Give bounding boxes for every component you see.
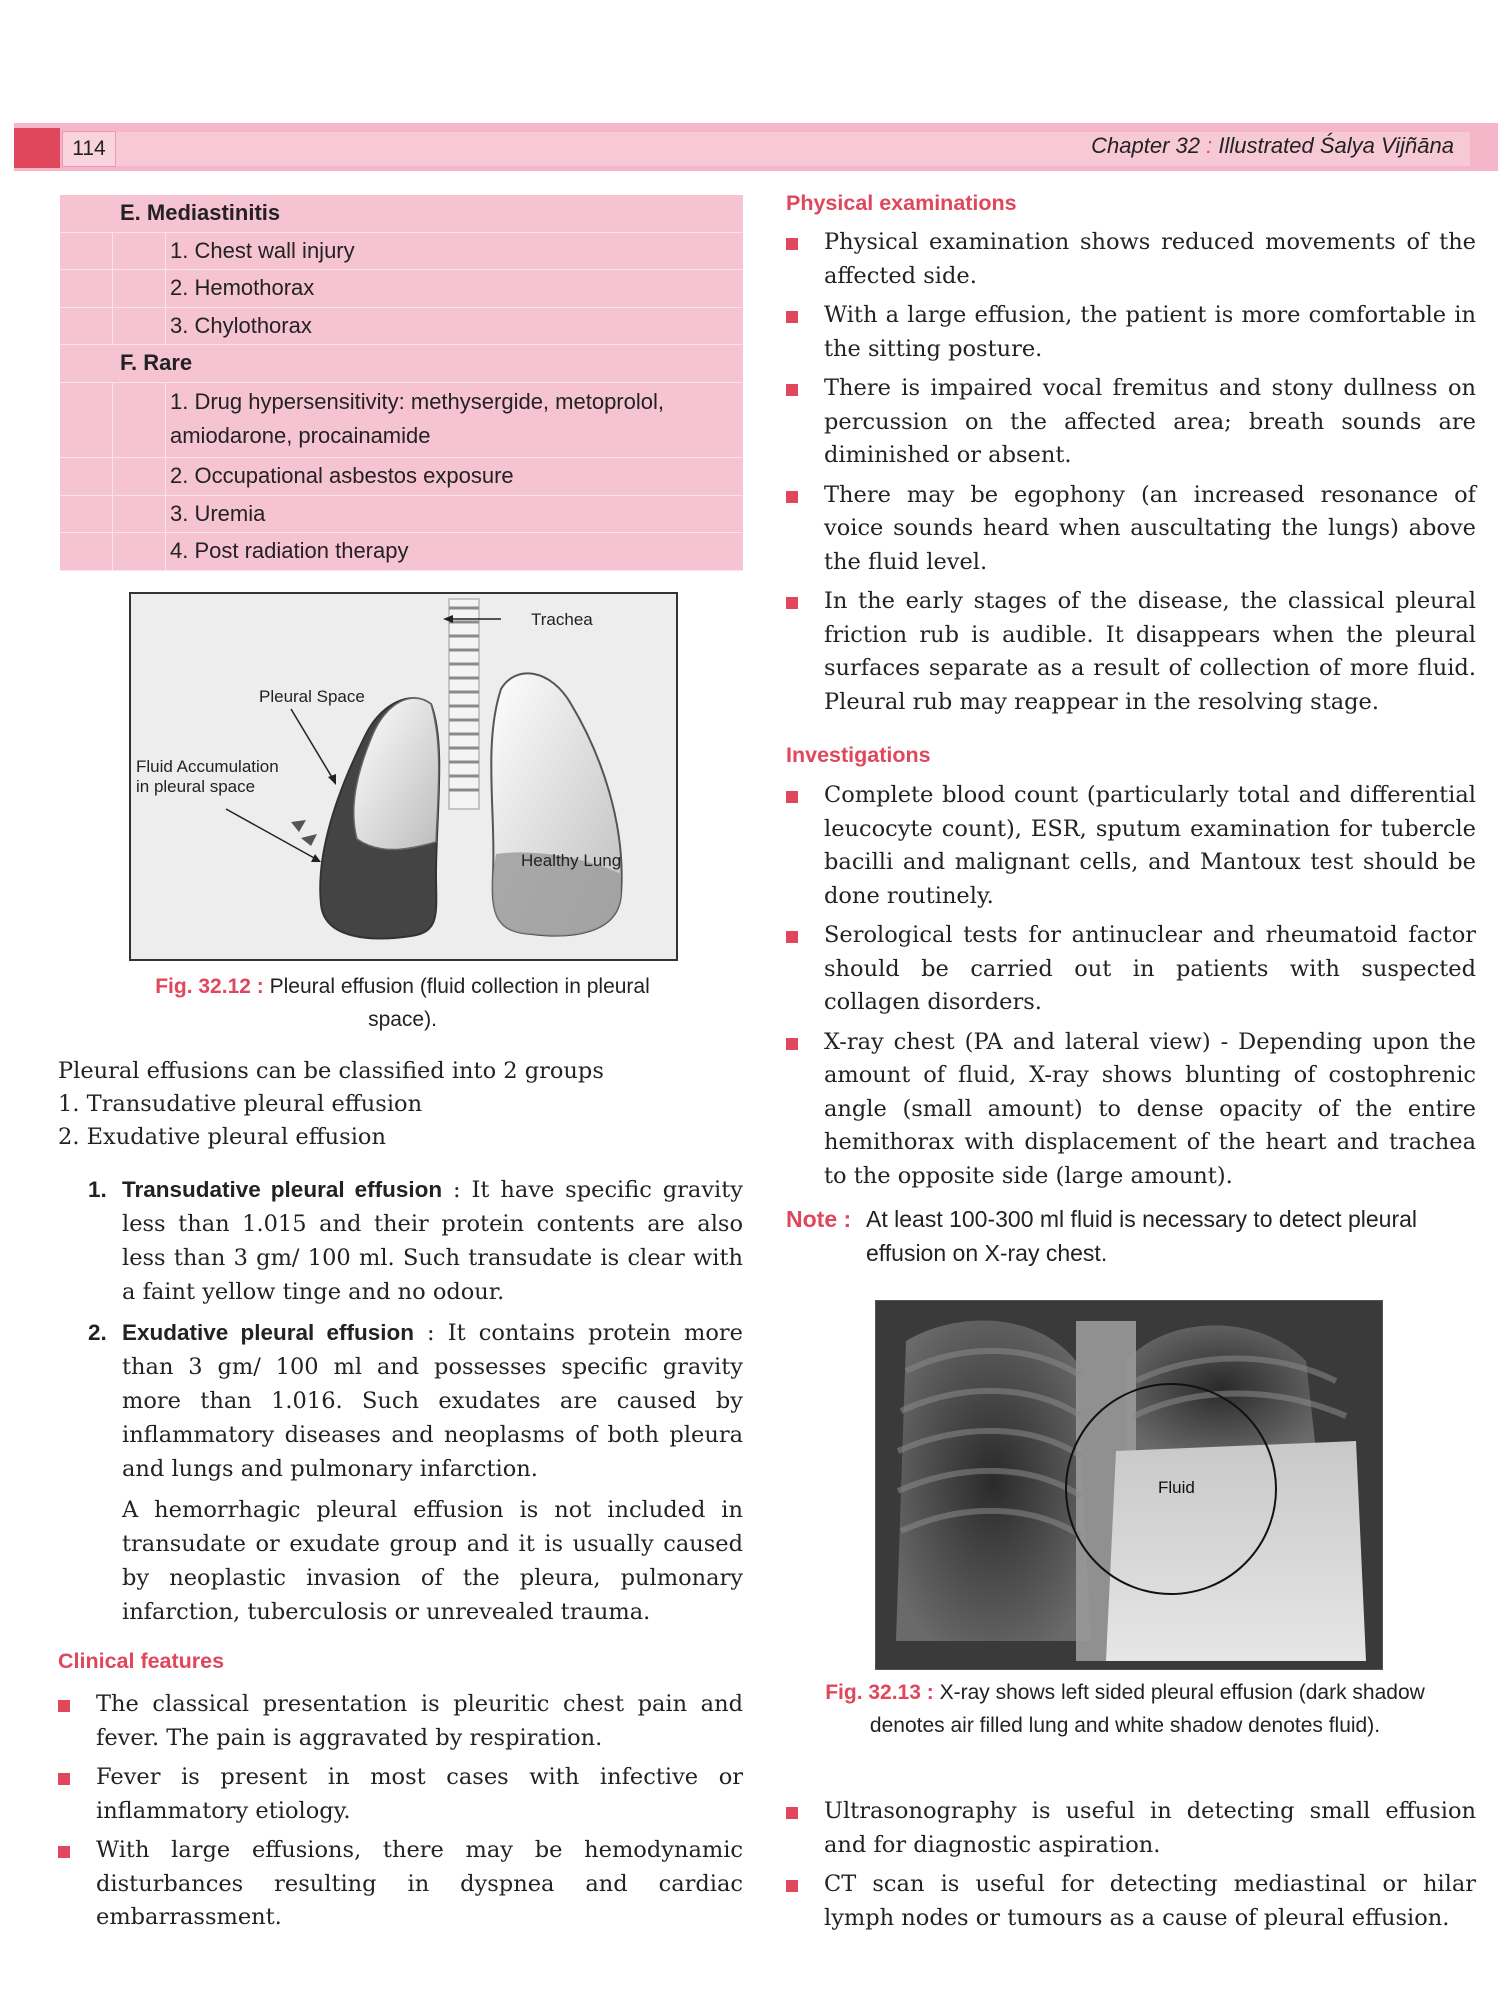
list-item: With a large effusion, the patient is more comfortable in the sitting posture. — [786, 299, 1476, 366]
list-item: CT scan is useful for detecting mediastinal or hilar lymph nodes or tumours as a cause of pleural effusion. — [786, 1868, 1476, 1935]
page-number: 114 — [62, 131, 116, 167]
list-item: Fever is present in most cases with infective or inflammatory etiology. — [58, 1761, 743, 1828]
note — [786, 1202, 1476, 1270]
bullet-icon — [58, 1846, 70, 1858]
chapter-title — [1091, 133, 1454, 159]
bullet-icon — [786, 1807, 798, 1819]
bullet-icon — [786, 791, 798, 803]
chapter-label: Chapter 32 — [1091, 133, 1201, 158]
bullet-icon — [786, 384, 798, 396]
note-label: Note : — [786, 1206, 852, 1232]
bullet-icon — [58, 1773, 70, 1785]
table-row: 2. Occupational asbestos exposure — [60, 458, 743, 496]
transudative-item — [88, 1173, 743, 1309]
bullet-icon — [786, 597, 798, 609]
trachea-graphic — [449, 599, 479, 809]
table-row: 2. Hemothorax — [60, 270, 743, 308]
definition: : It have specific gravity less than 1.015 and their protein contents are also less than 3 gm/ 100 ml. Such transudate is clear with a faint yellow tinge and no odour. — [122, 1177, 743, 1305]
list-item: Physical examination shows reduced movements of the affected side. — [786, 226, 1476, 293]
bullet-icon — [786, 238, 798, 250]
bullet-icon — [786, 1880, 798, 1892]
list-item: In the early stages of the disease, the classical pleural friction rub is audible. It disappears when the pleural surfaces separate as a result of collection of more fluid. Pleural rub may reappear in the resolving stage. — [786, 585, 1476, 719]
table-row: 4. Post radiation therapy — [60, 533, 743, 571]
definition: : It contains protein more than 3 gm/ 100 ml and possesses specific gravity more than 1.016. Such exudates are caused by inflammatory diseases and neoplasms of both pleura and lungs and pulmonary infarction. — [122, 1320, 743, 1482]
table-row: 3. Chylothorax — [60, 308, 743, 346]
list-item: X-ray chest (PA and lateral view) - Depending upon the amount of fluid, X-ray shows blunting of costophrenic angle (small amount) to dense opacity of the entire hemithorax with displacement of the heart and trachea to the opposite side (large amount). — [786, 1026, 1476, 1194]
table-row: 1. Drug hypersensitivity: methysergide, metoprolol, amiodarone, procainamide — [60, 383, 743, 458]
intro-text: Pleural effusions can be classified into 2 groups — [58, 1058, 604, 1084]
figure-caption-32-12 — [130, 970, 675, 1036]
list-item: Serological tests for antinuclear and rheumatoid factor should be carried out in patients with suspected collagen disorders. — [786, 919, 1476, 1020]
table-row: 1. Chest wall injury — [60, 233, 743, 271]
pleural-effusion-diagram — [129, 592, 678, 961]
physical-examinations-heading: Physical examinations — [786, 191, 1017, 215]
classification-intro — [58, 1055, 748, 1154]
clinical-features-heading: Clinical features — [58, 1649, 225, 1673]
bullet-icon — [786, 311, 798, 323]
list-item: Ultrasonography is useful in detecting small effusion and for diagnostic aspiration. — [786, 1795, 1476, 1862]
caption-text: Pleural effusion (fluid collection in pleural space). — [269, 975, 650, 1031]
table-heading-f: F. Rare — [60, 345, 743, 383]
bullet-icon — [786, 491, 798, 503]
lung-illustration — [131, 594, 676, 959]
investigations-list — [786, 779, 1476, 1199]
bullet-icon — [786, 1038, 798, 1050]
list-item: With large effusions, there may be hemodynamic disturbances resulting in dyspnea and cardiac embarrassment. — [58, 1834, 743, 1935]
physical-examinations-list — [786, 226, 1476, 725]
figure-label: Fig. 32.13 : — [825, 1681, 934, 1704]
investigations-heading: Investigations — [786, 743, 931, 767]
chest-xray-figure — [875, 1300, 1383, 1670]
hemorrhagic-paragraph — [88, 1493, 743, 1629]
xray-image — [876, 1301, 1382, 1669]
bullet-icon — [58, 1700, 70, 1712]
list-item: There may be egophony (an increased resonance of voice sounds heard when auscultating the lungs) above the fluid level. — [786, 479, 1476, 580]
figure-label: Fig. 32.12 : — [155, 975, 264, 998]
item-number: 2. — [88, 1320, 107, 1345]
term: Transudative pleural effusion — [122, 1177, 443, 1202]
label-fluid-accumulation: Fluid Accumulation — [136, 757, 279, 776]
item-number: 1. — [88, 1177, 107, 1202]
label-pleural-space: Pleural Space — [259, 687, 365, 706]
clinical-features-list — [58, 1688, 743, 1941]
causes-table — [60, 195, 743, 571]
table-heading-e: E. Mediastinitis — [60, 195, 743, 233]
list-item: Complete blood count (particularly total and differential leucocyte count), ESR, sputum examination for tubercle bacilli and malignant cells, and Mantoux test should be done routinely. — [786, 779, 1476, 913]
imaging-list — [786, 1795, 1476, 1941]
chapter-name: Illustrated Śalya Vijñāna — [1218, 133, 1454, 158]
caption-text: X-ray shows left sided pleural effusion (dark shadow denotes air filled lung and white shadow denotes fluid). — [869, 1681, 1425, 1737]
group-1: 1. Transudative pleural effusion — [58, 1091, 423, 1117]
note-text: At least 100-300 ml fluid is necessary to detect pleural effusion on X-ray chest. — [866, 1206, 1418, 1266]
label-fluid: Fluid — [1158, 1478, 1195, 1497]
group-2: 2. Exudative pleural effusion — [58, 1124, 386, 1150]
label-trachea: Trachea — [531, 610, 593, 629]
exudative-item — [88, 1316, 743, 1486]
label-fluid-accumulation-line2: in pleural space — [136, 777, 256, 796]
chapter-separator: : — [1200, 133, 1219, 158]
term: Exudative pleural effusion — [122, 1320, 414, 1345]
bullet-icon — [786, 931, 798, 943]
list-item: The classical presentation is pleuritic chest pain and fever. The pain is aggravated by respiration. — [58, 1688, 743, 1755]
header-accent — [14, 128, 60, 168]
label-healthy-lung: Healthy Lung — [521, 851, 622, 870]
hemorrhagic-text: A hemorrhagic pleural effusion is not included in transudate or exudate group and it is usually caused by neoplastic invasion of the pleura, pulmonary infarction, tuberculosis or unrevealed trauma. — [122, 1497, 743, 1625]
table-row: 3. Uremia — [60, 496, 743, 534]
list-item: There is impaired vocal fremitus and stony dullness on percussion on the affected area; breath sounds are diminished or absent. — [786, 372, 1476, 473]
figure-caption-32-13 — [800, 1676, 1450, 1742]
